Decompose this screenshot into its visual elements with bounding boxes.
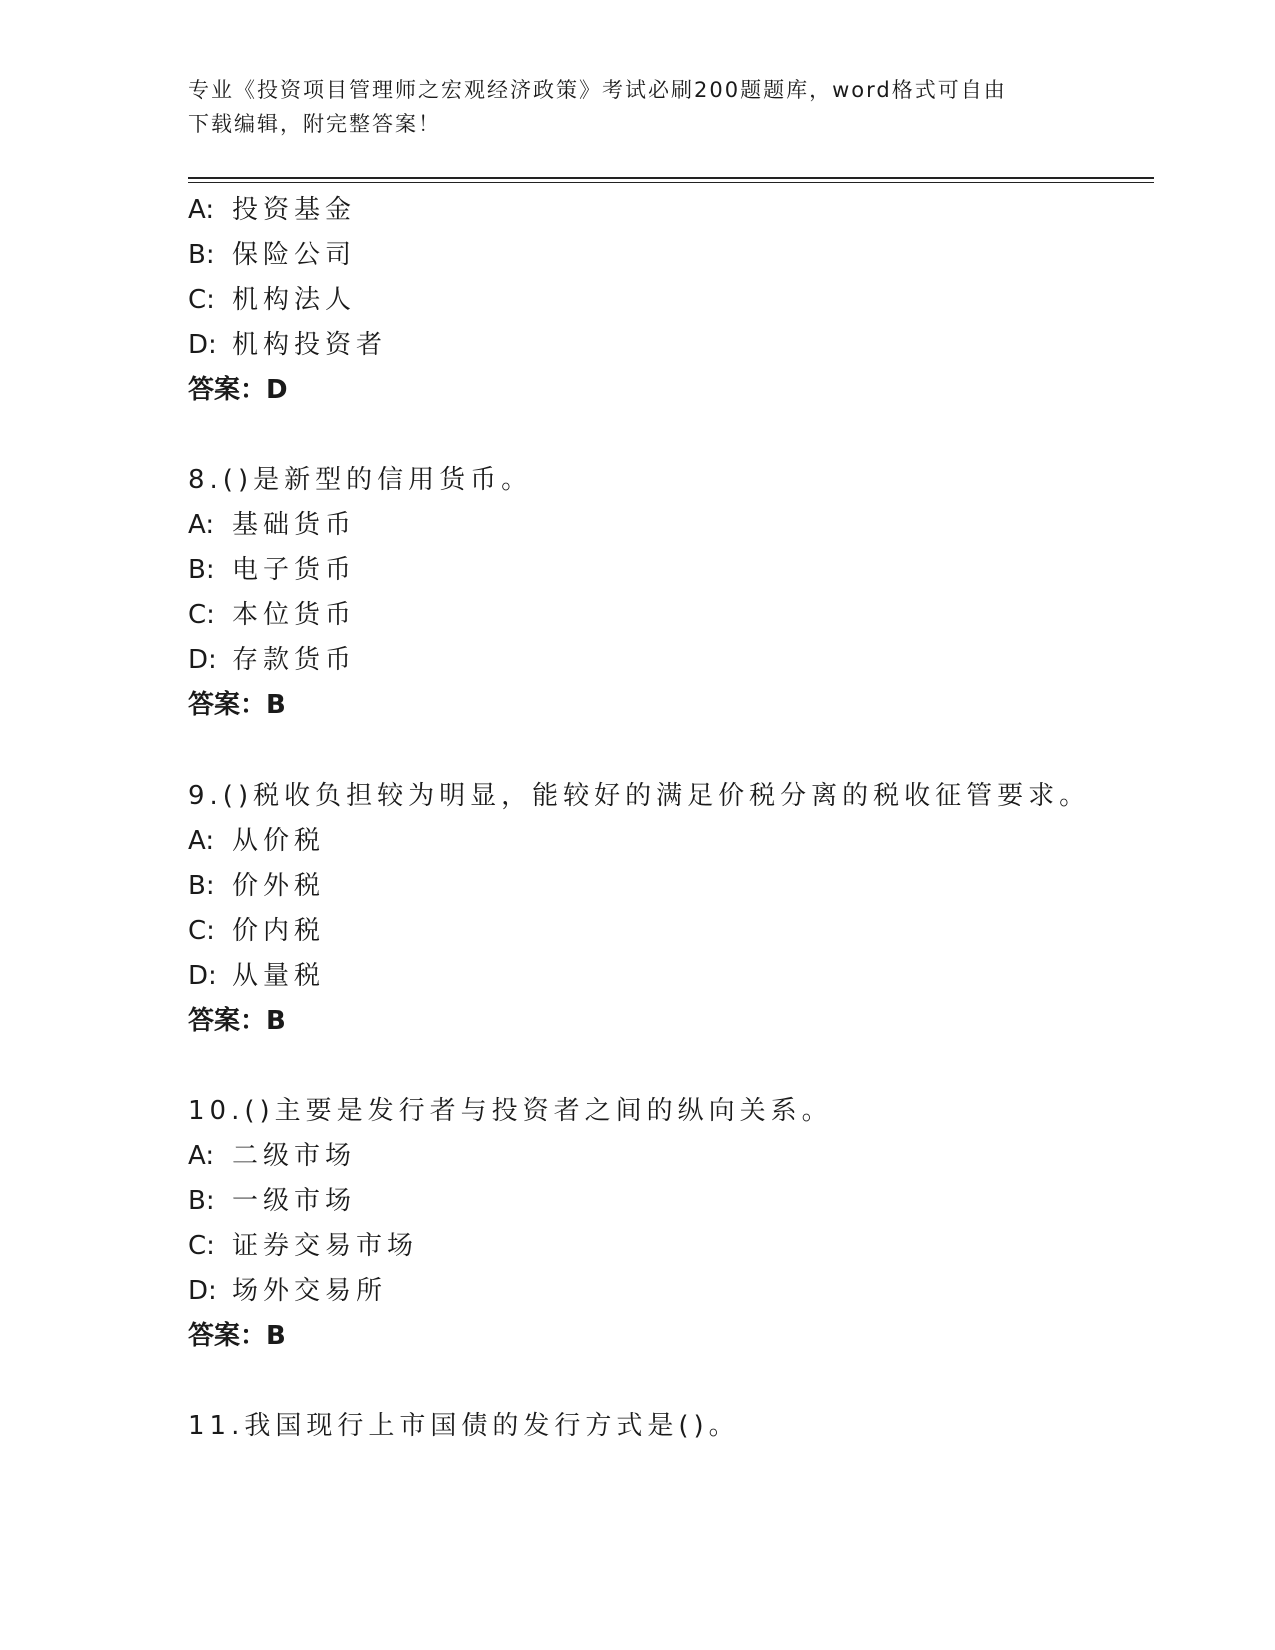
q10-question: 10.()主要是发行者与投资者之间的纵向关系。 xyxy=(188,1096,833,1126)
q10-option-a: A: 二级市场 xyxy=(188,1141,357,1171)
q8-option-a: A: 基础货币 xyxy=(188,510,357,540)
q10-option-c: C: 证券交易市场 xyxy=(188,1231,419,1261)
q7-option-c: C: 机构法人 xyxy=(188,285,357,315)
q7-option-b: B: 保险公司 xyxy=(188,240,357,270)
q8-option-d: D: 存款货币 xyxy=(188,645,357,675)
q7-answer: 答案：D xyxy=(188,375,288,405)
q10-answer: 答案：B xyxy=(188,1321,286,1351)
q9-question: 9.()税收负担较为明显，能较好的满足价税分离的税收征管要求。 xyxy=(188,781,1091,811)
q7-option-d: D: 机构投资者 xyxy=(188,330,388,360)
q10-option-d: D: 场外交易所 xyxy=(188,1276,388,1306)
header-rule-thin xyxy=(188,182,1154,183)
q8-option-b: B: 电子货币 xyxy=(188,555,357,585)
q9-option-b: B: 价外税 xyxy=(188,871,326,901)
q11-question: 11.我国现行上市国债的发行方式是()。 xyxy=(188,1411,740,1441)
q8-answer: 答案：B xyxy=(188,690,286,720)
header-line-1: 专业《投资项目管理师之宏观经济政策》考试必刷200题题库，word格式可自由 xyxy=(188,78,1007,102)
q9-option-c: C: 价内税 xyxy=(188,916,326,946)
q9-answer: 答案：B xyxy=(188,1006,286,1036)
q10-option-b: B: 一级市场 xyxy=(188,1186,357,1216)
header-line-2: 下载编辑，附完整答案！ xyxy=(188,112,441,136)
document-header xyxy=(188,73,1088,141)
q8-option-c: C: 本位货币 xyxy=(188,600,357,630)
q9-option-d: D: 从量税 xyxy=(188,961,326,991)
header-rule-thick xyxy=(188,177,1154,179)
q8-question: 8.()是新型的信用货币。 xyxy=(188,465,533,495)
q7-option-a: A: 投资基金 xyxy=(188,195,357,225)
q9-option-a: A: 从价税 xyxy=(188,826,326,856)
